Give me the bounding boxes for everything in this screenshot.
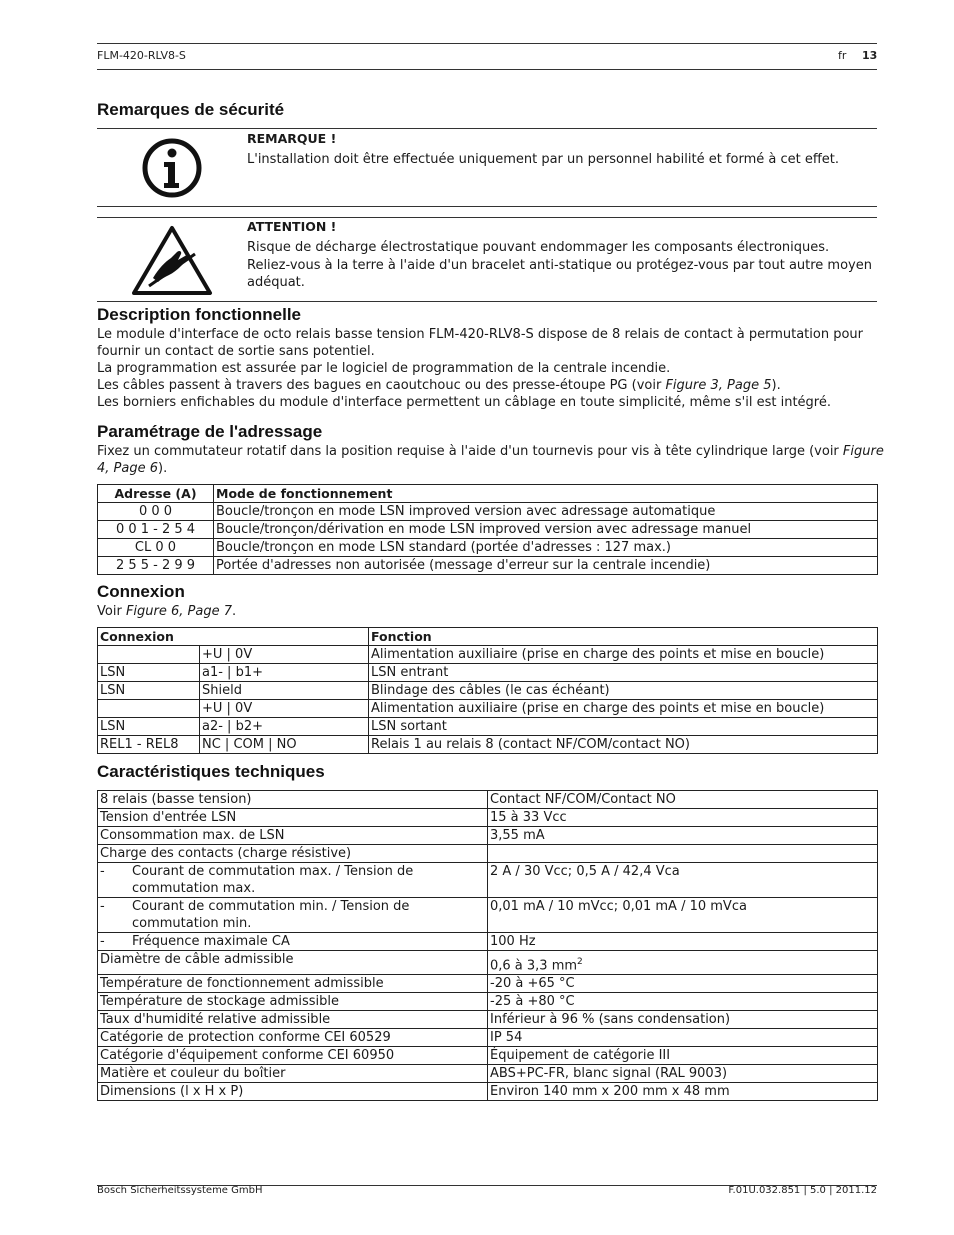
table-cell xyxy=(98,700,200,718)
spec-value: ABS+PC-FR, blanc signal (RAL 9003) xyxy=(488,1065,878,1083)
figure-reference-link[interactable]: Figure 4, Page 6 xyxy=(97,444,884,476)
table-cell xyxy=(98,646,200,664)
esd-warning-icon xyxy=(131,224,213,296)
table-header-cell: Connexion xyxy=(98,628,369,646)
spec-label: Courant de commutation min. / Tension de commutation min. xyxy=(132,899,410,931)
table-row xyxy=(98,809,878,827)
table-cell: a2- | b2+ xyxy=(200,718,369,736)
table-cell: Alimentation auxiliaire (prise en charge des points et mise en boucle) xyxy=(369,646,878,664)
header-page-number: 13 xyxy=(862,49,878,62)
caution-rule-top xyxy=(97,217,877,218)
header-doc-id: FLM-420-RLV8-S xyxy=(97,49,186,62)
superscript: 2 xyxy=(577,957,583,967)
spec-value: IP 54 xyxy=(488,1029,878,1047)
header-rule-top xyxy=(97,43,877,44)
table-row xyxy=(98,503,878,521)
addressing-intro-text: Fixez un commutateur rotatif dans la position requise à l'aide d'un tournevis pour vis à tête cylindrique large (voir xyxy=(97,444,843,459)
table-cell: LSN xyxy=(98,682,200,700)
spec-label: Charge des contacts (charge résistive) xyxy=(98,845,488,863)
table-row xyxy=(98,951,878,975)
notice-text: L'installation doit être effectuée uniquement par un personnel habilité et formé à cet effet. xyxy=(247,152,840,167)
spec-label-cell xyxy=(98,898,488,933)
table-row xyxy=(98,827,878,845)
section-title-description: Description fonctionnelle xyxy=(97,305,302,324)
notice-rule-bottom xyxy=(97,206,877,207)
table-row xyxy=(98,682,878,700)
figure-reference-link[interactable]: Figure 3, Page 5 xyxy=(665,378,772,393)
table-row xyxy=(98,646,878,664)
table-cell: CL 0 0 xyxy=(98,539,214,557)
table-row xyxy=(98,539,878,557)
connection-intro xyxy=(97,603,887,620)
table-row xyxy=(98,898,878,933)
table-cell: Blindage des câbles (le cas échéant) xyxy=(369,682,878,700)
table-cell: REL1 - REL8 xyxy=(98,736,200,754)
table-cell: 0 0 1 - 2 5 4 xyxy=(98,521,214,539)
spec-value: -25 à +80 °C xyxy=(488,993,878,1011)
spec-label: Matière et couleur du boîtier xyxy=(98,1065,488,1083)
spec-value: -20 à +65 °C xyxy=(488,975,878,993)
table-cell: +U | 0V xyxy=(200,700,369,718)
table-row xyxy=(98,1029,878,1047)
table-cell: 0 0 0 xyxy=(98,503,214,521)
section-title-addressing: Paramétrage de l'adressage xyxy=(97,422,323,441)
section-title-connection: Connexion xyxy=(97,582,185,601)
table-row xyxy=(98,664,878,682)
description-paragraph-4: Les borniers enfichables du module d'interface permettent un câblage en toute simplicité, même s'il est intégré. xyxy=(97,395,831,410)
description-paragraph-1: Le module d'interface de octo relais basse tension FLM-420-RLV8-S dispose de 8 relais de contact à permutation pour fournir un contact de sortie sans potentiel. xyxy=(97,327,864,359)
spec-label: Tension d'entrée LSN xyxy=(98,809,488,827)
spec-label: Consommation max. de LSN xyxy=(98,827,488,845)
notice-rule-top xyxy=(97,128,877,129)
spec-label: 8 relais (basse tension) xyxy=(98,791,488,809)
connection-intro-paragraph xyxy=(97,603,887,620)
spec-value: Contact NF/COM/Contact NO xyxy=(488,791,878,809)
spec-label: Dimensions (l x H x P) xyxy=(98,1083,488,1101)
footer-company: Bosch Sicherheitssysteme GmbH xyxy=(97,1185,263,1196)
spec-value: 15 à 33 Vcc xyxy=(488,809,878,827)
spec-value: 0,6 à 3,3 mm xyxy=(490,958,578,974)
table-cell: Relais 1 au relais 8 (contact NF/COM/contact NO) xyxy=(369,736,878,754)
table-row xyxy=(98,975,878,993)
spec-label: Température de fonctionnement admissible xyxy=(98,975,488,993)
spec-label: Température de stockage admissible xyxy=(98,993,488,1011)
description-paragraph-2: La programmation est assurée par le logiciel de programmation de la centrale incendie. xyxy=(97,361,671,376)
table-row xyxy=(98,1065,878,1083)
spec-value-cell xyxy=(488,951,878,975)
list-dash: - xyxy=(100,899,105,914)
table-header-row xyxy=(98,485,878,503)
spec-label: Catégorie d'équipement conforme CEI 60950 xyxy=(98,1047,488,1065)
spec-label-cell xyxy=(98,933,488,951)
table-row xyxy=(98,845,878,863)
specs-table xyxy=(97,790,878,1101)
table-header-row xyxy=(98,628,878,646)
section-title-security: Remarques de sécurité xyxy=(97,100,285,119)
footer-reference: F.01U.032.851 | 5.0 | 2011.12 xyxy=(728,1185,877,1196)
table-row xyxy=(98,1011,878,1029)
table-row xyxy=(98,557,878,575)
table-cell: LSN xyxy=(98,664,200,682)
spec-value xyxy=(488,845,878,863)
addressing-intro xyxy=(97,443,887,477)
connection-intro-text: Voir xyxy=(97,604,126,619)
table-row xyxy=(98,1083,878,1101)
description-paragraph-3 xyxy=(97,377,887,394)
section-title-specs: Caractéristiques techniques xyxy=(97,762,325,781)
caution-rule-bottom xyxy=(97,301,877,302)
table-cell: NC | COM | NO xyxy=(200,736,369,754)
table-row xyxy=(98,700,878,718)
spec-value: Équipement de catégorie III xyxy=(488,1047,878,1065)
spec-value: 0,01 mA / 10 mVcc; 0,01 mA / 10 mVca xyxy=(488,898,878,933)
info-icon xyxy=(142,138,202,198)
caution-label: ATTENTION ! xyxy=(247,219,337,234)
table-row xyxy=(98,736,878,754)
table-cell: Boucle/tronçon en mode LSN standard (portée d'adresses : 127 max.) xyxy=(214,539,878,557)
list-dash: - xyxy=(100,934,105,949)
description-body xyxy=(97,326,887,411)
table-row xyxy=(98,863,878,898)
addressing-intro-paragraph xyxy=(97,443,887,477)
list-dash: - xyxy=(100,864,105,879)
notice-label: REMARQUE ! xyxy=(247,131,337,146)
spec-label-cell xyxy=(98,863,488,898)
table-cell: Portée d'adresses non autorisée (message d'erreur sur la centrale incendie) xyxy=(214,557,878,575)
description-paragraph-3-end: ). xyxy=(771,378,781,393)
spec-label: Taux d'humidité relative admissible xyxy=(98,1011,488,1029)
table-cell: LSN xyxy=(98,718,200,736)
table-cell: +U | 0V xyxy=(200,646,369,664)
table-header-cell: Adresse (A) xyxy=(98,485,214,503)
table-cell: a1- | b1+ xyxy=(200,664,369,682)
header-lang: fr xyxy=(838,49,847,62)
addressing-intro-end: ). xyxy=(158,461,168,476)
table-cell: Alimentation auxiliaire (prise en charge des points et mise en boucle) xyxy=(369,700,878,718)
addressing-table xyxy=(97,484,878,575)
table-header-cell: Mode de fonctionnement xyxy=(214,485,878,503)
table-row xyxy=(98,1047,878,1065)
table-row xyxy=(98,521,878,539)
connection-intro-end: . xyxy=(232,604,237,619)
table-cell: Boucle/tronçon en mode LSN improved version avec adressage automatique xyxy=(214,503,878,521)
table-row xyxy=(98,718,878,736)
table-cell: Shield xyxy=(200,682,369,700)
spec-value: 100 Hz xyxy=(488,933,878,951)
spec-value: 2 A / 30 Vcc; 0,5 A / 42,4 Vca xyxy=(488,863,878,898)
connection-table xyxy=(97,627,878,754)
spec-value: 3,55 mA xyxy=(488,827,878,845)
spec-label: Catégorie de protection conforme CEI 60529 xyxy=(98,1029,488,1047)
spec-label: Fréquence maximale CA xyxy=(132,934,290,949)
spec-value: Environ 140 mm x 200 mm x 48 mm xyxy=(488,1083,878,1101)
table-row xyxy=(98,791,878,809)
spec-value: Inférieur à 96 % (sans condensation) xyxy=(488,1011,878,1029)
table-cell: LSN sortant xyxy=(369,718,878,736)
description-paragraph-3-text: Les câbles passent à travers des bagues en caoutchouc ou des presse-étoupe PG (voir xyxy=(97,378,666,393)
caution-line-1: Risque de décharge électrostatique pouvant endommager les composants électroniques. xyxy=(247,240,830,255)
figure-reference-link[interactable]: Figure 6, Page 7 xyxy=(125,604,232,619)
table-row xyxy=(98,933,878,951)
caution-line-2: Reliez-vous à la terre à l'aide d'un bracelet anti-statique ou protégez-vous par tout autre moyen adéquat. xyxy=(247,258,872,290)
header-rule-bottom xyxy=(97,69,877,70)
table-row xyxy=(98,993,878,1011)
table-header-cell: Fonction xyxy=(369,628,878,646)
table-cell: LSN entrant xyxy=(369,664,878,682)
spec-label: Diamètre de câble admissible xyxy=(98,951,488,975)
table-cell: 2 5 5 - 2 9 9 xyxy=(98,557,214,575)
spec-label: Courant de commutation max. / Tension de commutation max. xyxy=(132,864,414,896)
table-cell: Boucle/tronçon/dérivation en mode LSN improved version avec adressage manuel xyxy=(214,521,878,539)
